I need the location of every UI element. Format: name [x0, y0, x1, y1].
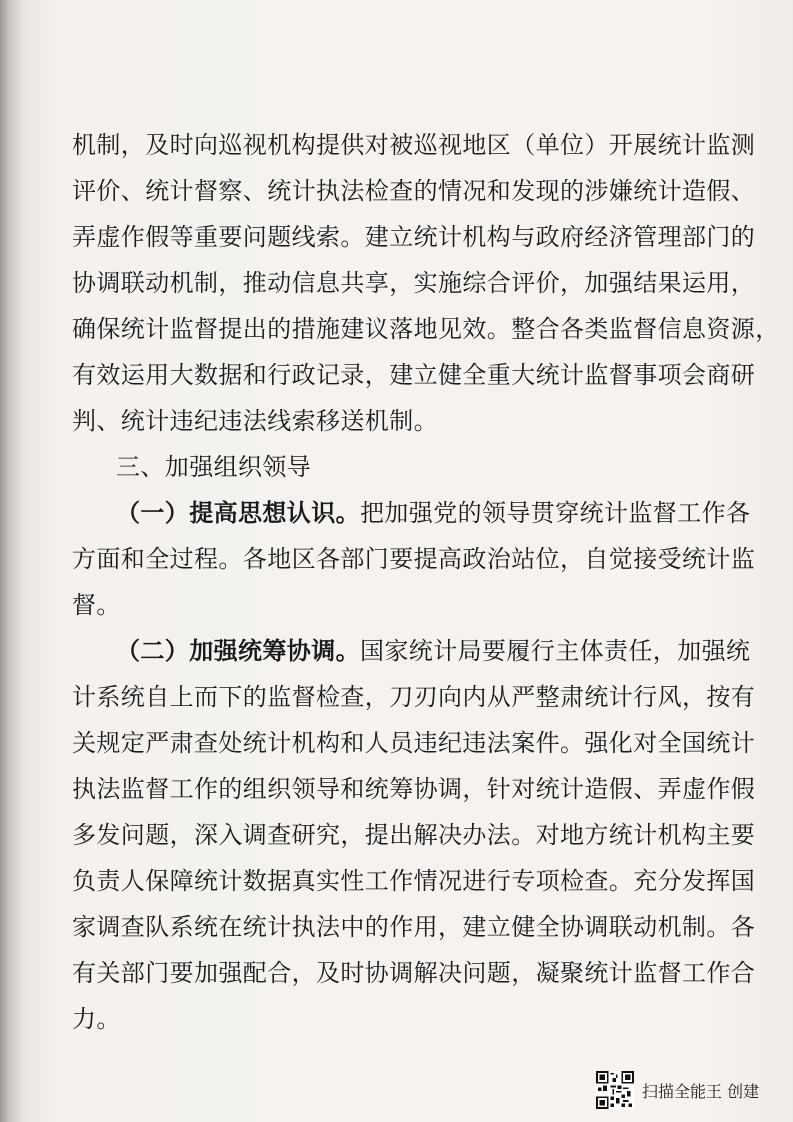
body-line: 弄虚作假等重要问题线索。建立统计机构与政府经济管理部门的 — [72, 223, 756, 251]
item-1-label: （一）提高思想认识。 — [116, 498, 360, 527]
body-line: 协调联动机制，推动信息共享，实施综合评价，加强结果运用， — [72, 269, 756, 297]
body-line: 评价、统计督察、统计执法检查的情况和发现的涉嫌统计造假、 — [72, 177, 756, 205]
body-line: 执法监督工作的组织领导和统筹协调，针对统计造假、弄虚作假 — [72, 775, 756, 803]
scanner-watermark — [596, 1068, 759, 1112]
item-1-first-line — [72, 490, 758, 536]
qr-code-icon — [596, 1071, 634, 1109]
body-line: 负责人保障统计数据真实性工作情况进行专项检查。充分发挥国 — [72, 867, 756, 895]
body-line: 有效运用大数据和行政记录，建立健全重大统计监督事项会商研 — [72, 361, 756, 389]
body-line: 关规定严肃查处统计机构和人员违纪违法案件。强化对全国统计 — [72, 729, 756, 757]
body-line: 督。 — [72, 591, 121, 619]
item-1-text: 把加强党的领导贯穿统计监督工作各 — [360, 499, 751, 527]
scanner-watermark-text: 扫描全能王 创建 — [642, 1081, 760, 1101]
body-line: 确保统计监督提出的措施建议落地见效。整合各类监督信息资源， — [72, 315, 780, 343]
body-line: 计系统自上而下的监督检查，刀刃向内从严整肃统计行风，按有 — [72, 683, 756, 711]
section-heading: 三、加强组织领导 — [116, 453, 312, 481]
item-2-label: （二）加强统筹协调。 — [116, 636, 360, 665]
body-line: 判、统计违纪违法线索移送机制。 — [72, 407, 438, 435]
document-body — [72, 122, 780, 1042]
body-line: 机制，及时向巡视机构提供对被巡视地区（单位）开展统计监测 — [72, 131, 756, 159]
body-line: 方面和全过程。各地区各部门要提高政治站位，自觉接受统计监 — [72, 545, 756, 573]
item-2-first-line — [72, 628, 758, 674]
body-line: 多发问题，深入调查研究，提出解决办法。对地方统计机构主要 — [72, 821, 756, 849]
body-line: 有关部门要加强配合，及时协调解决问题，凝聚统计监督工作合 — [72, 959, 756, 987]
page-edge-shadow — [0, 0, 22, 1122]
item-2-text: 国家统计局要履行主体责任，加强统 — [360, 637, 751, 665]
body-line: 力。 — [72, 1005, 121, 1033]
body-line: 家调查队系统在统计执法中的作用，建立健全协调联动机制。各 — [72, 913, 756, 941]
